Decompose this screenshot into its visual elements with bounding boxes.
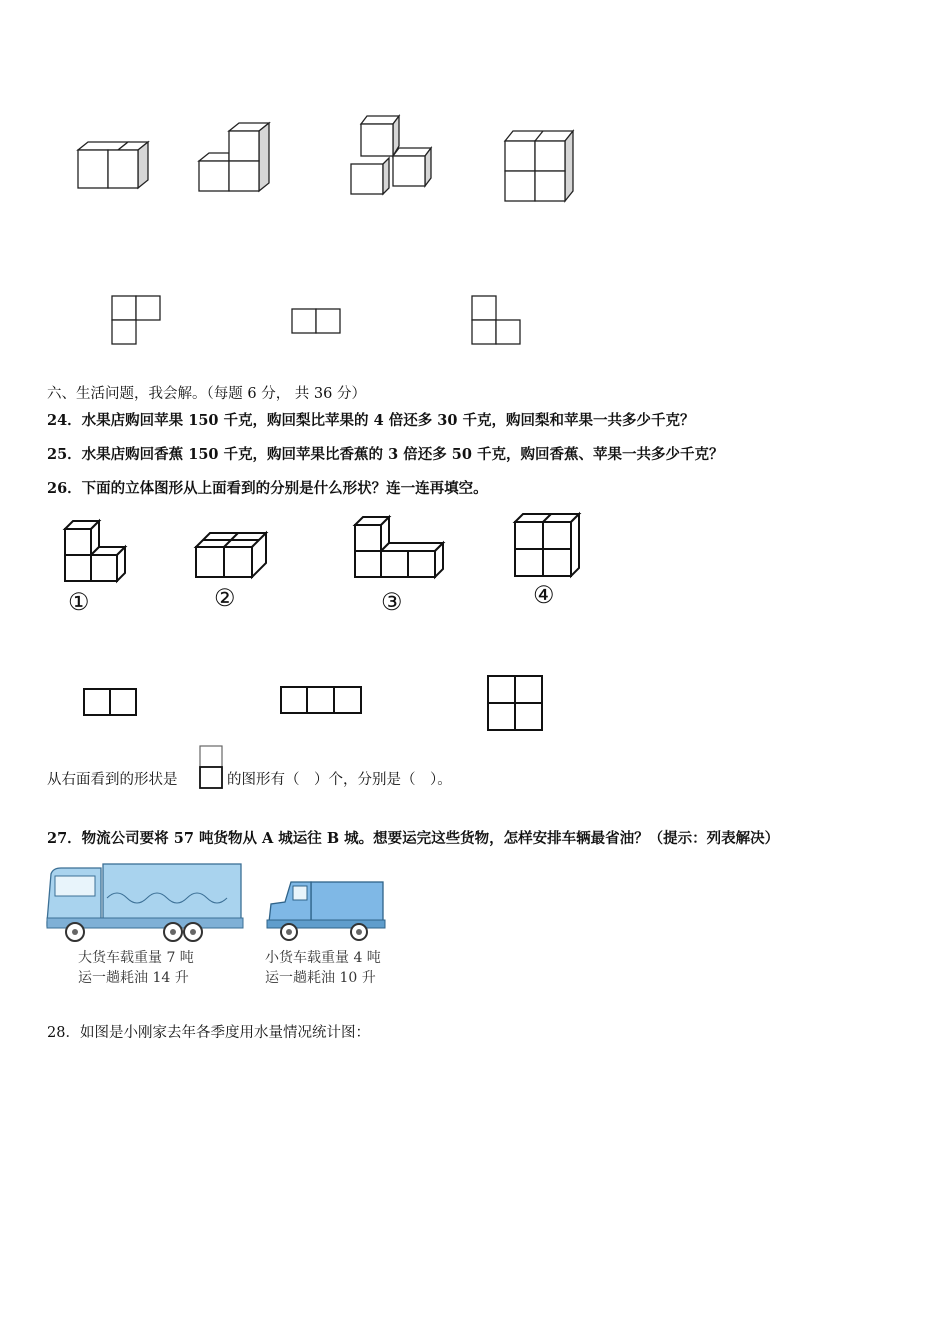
big-truck-fuel: 运一趟耗油 14 升 bbox=[78, 970, 189, 986]
solid-label-4: ④ bbox=[533, 581, 555, 609]
question-26: 26．下面的立体图形从上面看到的分别是什么形状？连一连再填空。 bbox=[47, 480, 488, 497]
small-truck-capacity: 小货车载重量 4 吨 bbox=[265, 950, 381, 966]
q26-fill-after: 的图形有（ ）个，分别是（ ）。 bbox=[227, 772, 452, 788]
solid-label-2: ② bbox=[214, 584, 236, 612]
q26-solid-3 bbox=[355, 515, 447, 583]
right-view-shape bbox=[199, 745, 225, 791]
view-shape-two-row bbox=[292, 309, 344, 337]
section-heading: 六、生活问题，我会解。（每题 6 分， 共 36 分） bbox=[47, 386, 366, 402]
q26-view-four-squares bbox=[487, 675, 545, 733]
big-truck-illustration bbox=[45, 860, 245, 946]
solid-label-3: ③ bbox=[381, 588, 403, 616]
solid-figure-d bbox=[505, 131, 579, 205]
q26-solid-2 bbox=[196, 531, 272, 581]
small-truck-fuel: 运一趟耗油 10 升 bbox=[265, 970, 376, 986]
solid-figure-b bbox=[199, 123, 271, 195]
view-shape-l-top bbox=[112, 296, 164, 348]
view-shape-l-bottom bbox=[472, 296, 524, 348]
q26-view-three-squares bbox=[280, 686, 364, 716]
solid-figure-a bbox=[78, 140, 150, 192]
solid-figure-c bbox=[351, 116, 433, 198]
q26-fill-before: 从右面看到的形状是 bbox=[47, 772, 178, 788]
question-24: 24．水果店购回苹果 150 千克，购回梨比苹果的 4 倍还多 30 千克，购回梨和苹果一共多少千克？ bbox=[47, 412, 695, 429]
question-27: 27．物流公司要将 57 吨货物从 A 城运往 B 城。想要运完这些货物，怎样安排车辆最省油？（提示：列表解决） bbox=[47, 830, 780, 847]
solid-label-1: ① bbox=[68, 588, 90, 616]
q26-view-two-squares bbox=[83, 688, 139, 718]
q26-solid-1 bbox=[65, 519, 129, 585]
small-truck-illustration bbox=[263, 876, 387, 946]
big-truck-capacity: 大货车载重量 7 吨 bbox=[78, 950, 194, 966]
question-28: 28．如图是小刚家去年各季度用水量情况统计图： bbox=[47, 1025, 370, 1041]
question-25: 25．水果店购回香蕉 150 千克，购回苹果比香蕉的 3 倍还多 50 千克，购回香蕉、苹果一共多少千克？ bbox=[47, 446, 724, 463]
q26-solid-4 bbox=[515, 512, 583, 580]
